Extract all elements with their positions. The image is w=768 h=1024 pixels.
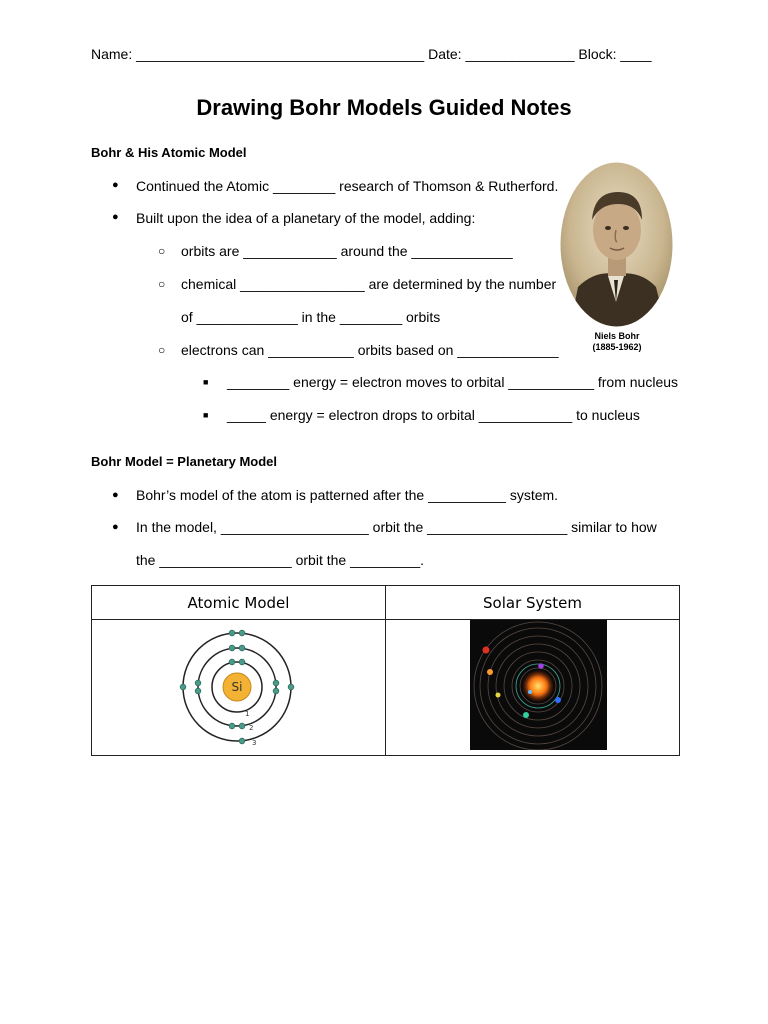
date-label: Date: bbox=[428, 46, 462, 62]
electron bbox=[229, 723, 235, 729]
sun-icon bbox=[522, 670, 554, 702]
bullet-icon: ● bbox=[112, 489, 119, 501]
list-item: chemical ________________ are determined by the number bbox=[181, 276, 557, 292]
bohr-atom-diagram bbox=[92, 620, 386, 750]
list-item: of _____________ in the ________ orbits bbox=[181, 309, 441, 325]
caption-years: (1885-1962) bbox=[592, 342, 642, 352]
header-line bbox=[91, 46, 652, 62]
planet bbox=[496, 693, 501, 698]
planet bbox=[538, 663, 544, 669]
shell-label-2: 2 bbox=[249, 724, 254, 732]
name-label: Name: bbox=[91, 46, 133, 62]
header-solar-system: Solar System bbox=[386, 586, 680, 620]
list-item: _____ energy = electron drops to orbital ____________ to nucleus bbox=[227, 407, 640, 423]
page-title: Drawing Bohr Models Guided Notes bbox=[196, 95, 572, 120]
square-bullet-icon: ■ bbox=[203, 377, 209, 387]
section-heading-planetary: Bohr Model = Planetary Model bbox=[91, 454, 278, 469]
block-blank: ____ bbox=[620, 46, 652, 62]
portrait-image bbox=[560, 162, 673, 327]
list-item: Bohr’s model of the atom is patterned after the __________ system. bbox=[136, 487, 559, 503]
bullet-icon: ● bbox=[112, 521, 119, 533]
list-item: ________ energy = electron moves to orbital ___________ from nucleus bbox=[227, 374, 679, 390]
niels-bohr-portrait bbox=[560, 162, 673, 327]
planet bbox=[555, 697, 561, 703]
list-item: Continued the Atomic ________ research of Thomson & Rutherford. bbox=[136, 178, 559, 194]
electron bbox=[195, 680, 201, 686]
electron bbox=[288, 684, 294, 690]
comparison-table bbox=[91, 585, 680, 756]
hollow-bullet-icon: ○ bbox=[158, 244, 166, 258]
electron bbox=[195, 688, 201, 694]
date-blank: ______________ bbox=[465, 46, 575, 62]
list-item: Built upon the idea of a planetary of the model, adding: bbox=[136, 210, 476, 226]
bullet-icon: ● bbox=[112, 179, 119, 191]
block-label: Block: bbox=[578, 46, 617, 62]
solar-system-cell bbox=[386, 620, 680, 756]
table-header-row bbox=[92, 586, 680, 620]
electron bbox=[273, 688, 279, 694]
electron bbox=[229, 659, 235, 665]
hollow-bullet-icon: ○ bbox=[158, 343, 166, 357]
planet bbox=[483, 647, 490, 654]
header-atomic-model: Atomic Model bbox=[92, 586, 386, 620]
electron bbox=[229, 645, 235, 651]
square-bullet-icon: ■ bbox=[203, 410, 209, 420]
planet bbox=[528, 690, 532, 694]
caption-name: Niels Bohr bbox=[594, 331, 640, 341]
electron bbox=[239, 738, 245, 744]
list-item: electrons can ___________ orbits based on _____________ bbox=[181, 342, 559, 358]
name-blank: _____________________________________ bbox=[136, 46, 425, 62]
electron bbox=[239, 723, 245, 729]
electron bbox=[229, 630, 235, 636]
list-item: the _________________ orbit the _________. bbox=[136, 552, 425, 568]
electron bbox=[273, 680, 279, 686]
list-item: orbits are ____________ around the _____________ bbox=[181, 243, 513, 259]
planet bbox=[487, 669, 493, 675]
hollow-bullet-icon: ○ bbox=[158, 277, 166, 291]
section-heading-bohr: Bohr & His Atomic Model bbox=[91, 145, 247, 160]
list-item: In the model, ___________________ orbit the __________________ similar to how bbox=[136, 519, 657, 535]
shell-label-1: 1 bbox=[245, 710, 250, 718]
planet bbox=[523, 712, 529, 718]
bullet-icon: ● bbox=[112, 211, 119, 223]
atomic-model-cell bbox=[92, 620, 386, 756]
solar-system-image bbox=[386, 620, 680, 750]
electron bbox=[239, 645, 245, 651]
shell-label-3: 3 bbox=[252, 739, 257, 747]
electron bbox=[239, 630, 245, 636]
table-row bbox=[92, 620, 680, 756]
atom-symbol: Si bbox=[231, 680, 243, 694]
electron bbox=[239, 659, 245, 665]
portrait-caption bbox=[572, 331, 662, 353]
electron bbox=[180, 684, 186, 690]
